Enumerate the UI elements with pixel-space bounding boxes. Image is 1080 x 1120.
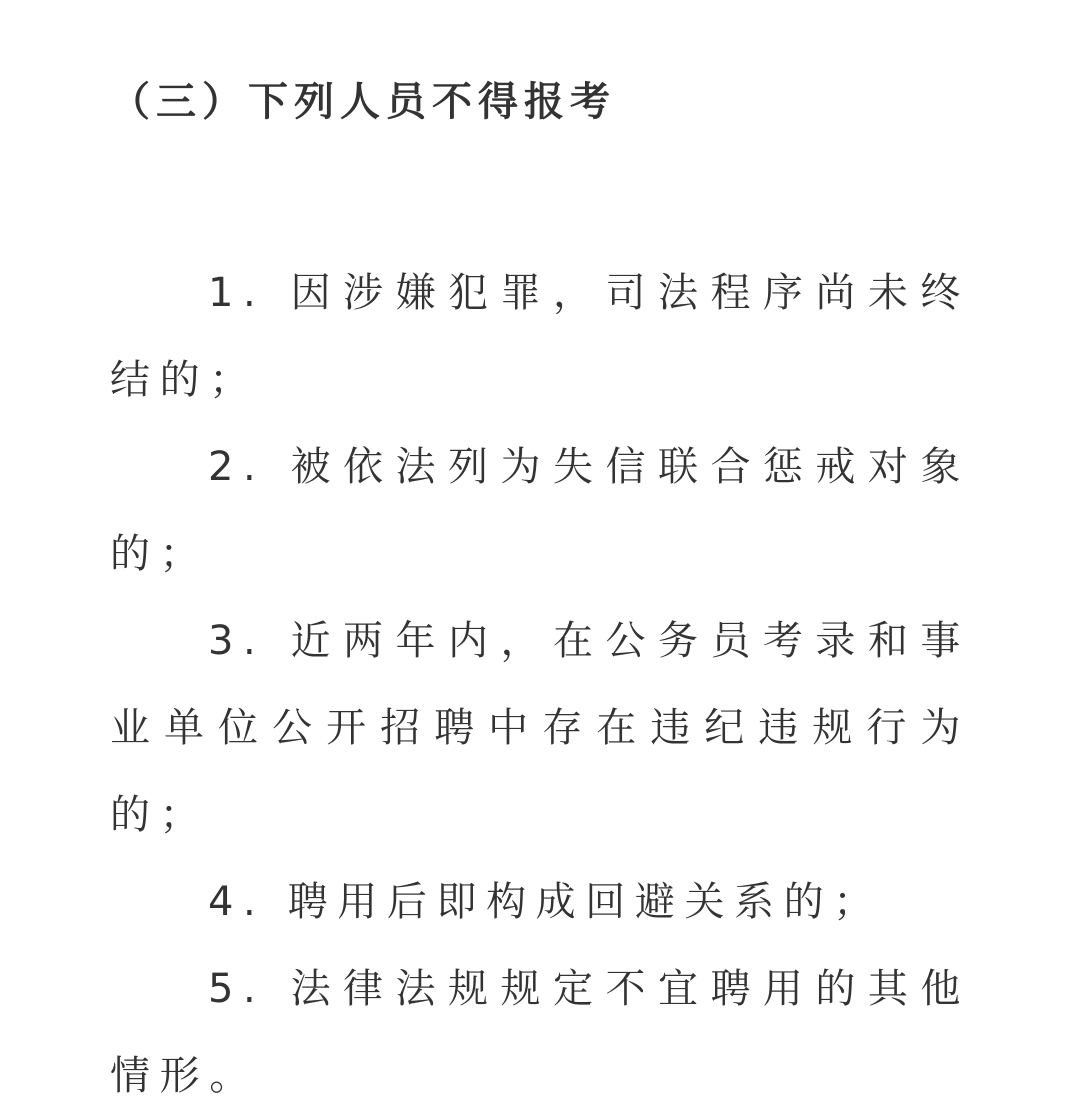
list-item: 4. 聘用后即构成回避关系的； — [208, 879, 883, 925]
section-heading: （三）下列人员不得报考 — [110, 79, 616, 125]
list-item: 3. 近两年内，在公务员考录和事业单位公开招聘中存在违纪违规行为的； — [110, 618, 970, 838]
exclusion-list — [110, 250, 970, 1120]
list-item: 2. 被依法列为失信联合惩戒对象的； — [110, 444, 970, 577]
list-item: 5. 法律法规规定不宜聘用的其他情形。 — [110, 966, 970, 1099]
list-item: 1. 因涉嫌犯罪，司法程序尚未终结的； — [110, 270, 970, 403]
